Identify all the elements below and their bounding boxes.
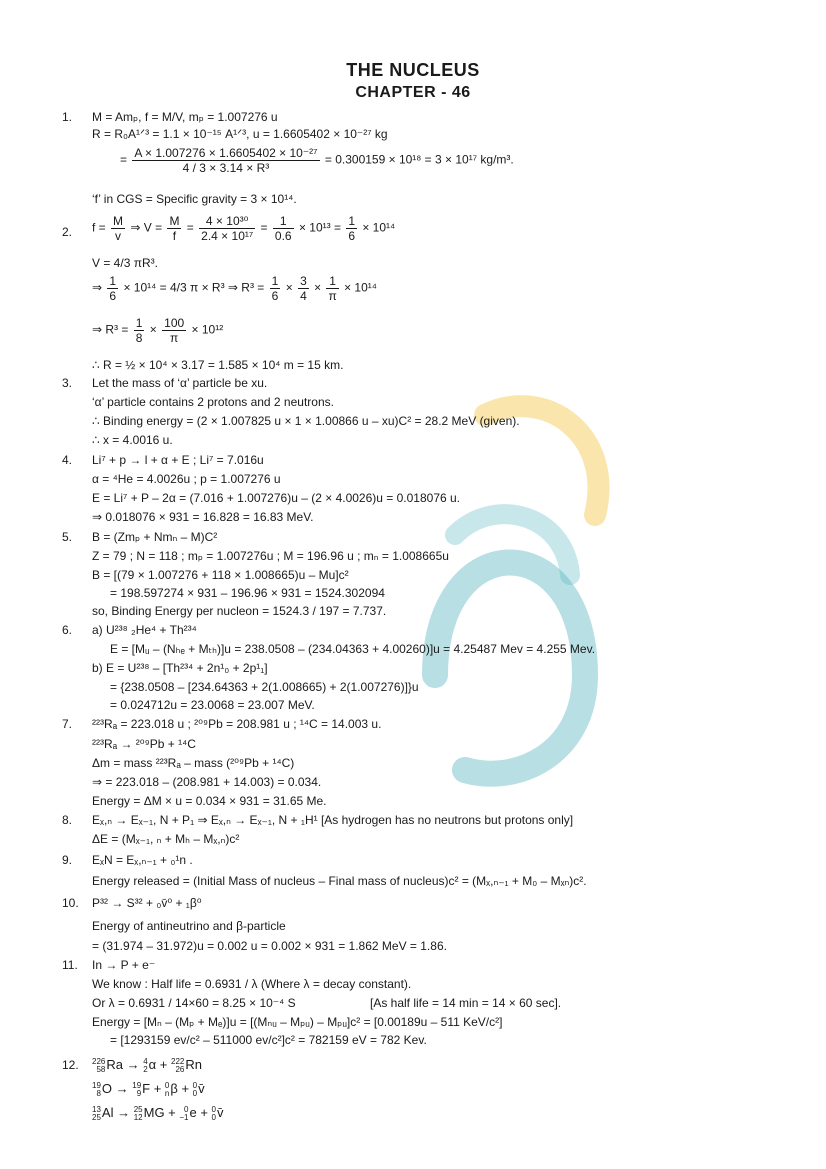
isotope-numbers [171, 1058, 184, 1074]
fraction-numerator: 1 [326, 274, 338, 289]
fraction-denominator: π [170, 331, 179, 345]
atomic-number: 8 [96, 1088, 101, 1098]
reaction-text: v̄ [198, 1081, 205, 1096]
isotope-numbers [92, 1106, 101, 1122]
text: × 10¹² [191, 322, 224, 337]
fraction [167, 214, 181, 243]
text: × [314, 280, 322, 295]
q11-line-2: We know : Half life = 0.6931 / λ (Where λ = decay constant). [92, 977, 412, 991]
fraction [134, 316, 145, 345]
q7-line-3: Δm = mass ²²³Rₐ – mass (²⁰⁹Pb + ¹⁴C) [92, 756, 295, 770]
fraction [132, 146, 319, 175]
fraction-numerator: 1 [273, 214, 294, 229]
q6-line-3: b) E = U²³⁸ – [Th²³⁴ + 2n¹₀ + 2p¹₁] [92, 661, 268, 675]
fraction-denominator: v [115, 229, 122, 243]
fraction-numerator: 100 [164, 316, 185, 330]
fraction-denominator: 4 [300, 289, 307, 303]
result-text: = 0.300159 × 10¹⁸ = 3 × 10¹⁷ kg/m³. [324, 152, 514, 167]
q3-line-1: Let the mass of ‘α’ particle be xu. [92, 376, 268, 390]
isotope-numbers [193, 1082, 197, 1098]
watermark-logo [395, 375, 625, 795]
reaction-text: e + [189, 1105, 212, 1120]
isotope-numbers [165, 1082, 169, 1098]
atomic-number: 0 [192, 1088, 198, 1098]
atomic-number: 26 [175, 1064, 185, 1074]
question-number: 2. [62, 225, 73, 239]
mass-number: 25 [133, 1104, 143, 1114]
q11-line-3a: Or λ = 0.6931 / 14×60 = 8.25 × 10⁻⁴ S [92, 996, 296, 1010]
fraction [298, 274, 309, 303]
fraction-denominator: 2.4 × 10¹⁷ [201, 229, 254, 243]
question-number: 11. [62, 958, 78, 972]
isotope-numbers [92, 1082, 101, 1098]
q3-line-2: ‘α’ particle contains 2 protons and 2 neutrons. [92, 395, 334, 409]
text: × 10¹⁴ [344, 280, 377, 295]
mass-number: 226 [92, 1056, 106, 1066]
atomic-number: 12 [133, 1112, 143, 1122]
fraction-denominator: 0.6 [274, 229, 292, 243]
text: × [285, 280, 293, 295]
text: × 10¹⁴ [362, 220, 396, 235]
chapter-heading: CHAPTER - 46 [355, 84, 471, 101]
fraction-numerator: 1 [348, 214, 355, 228]
q2-line-5: ∴ R = ½ × 10⁴ × 3.17 = 1.585 × 10⁴ m = 15 km. [92, 358, 344, 372]
reaction-text: β + [170, 1081, 193, 1096]
q5-line-1: B = (Zmₚ + Nmₙ – M)C² [92, 530, 218, 544]
fraction-denominator: 6 [271, 289, 279, 303]
q9-line-2: Energy released = (Initial Mass of nucleus – Final mass of nucleus)c² = (Mₓ,ₙ₋₁ + M₀ – Mₓₙ)c². [92, 874, 587, 888]
q11-line-1: In → P + e⁻ [92, 958, 156, 972]
mass-number: 4 [143, 1056, 148, 1066]
fraction-numerator: M [169, 214, 180, 228]
question-number: 6. [62, 623, 73, 637]
page-title: THE NUCLEUS [346, 60, 480, 80]
q10-line-2: Energy of antineutrino and β-particle [92, 919, 286, 933]
q4-line-4: ⇒ 0.018076 × 931 = 16.828 = 16.83 MeV. [92, 510, 314, 524]
question-number: 1. [62, 110, 73, 124]
q1-line-2: R = R₀A¹ᐟ³ = 1.1 × 10⁻¹⁵ A¹ᐟ³, u = 1.6605402 × 10⁻²⁷ kg [92, 127, 388, 141]
q4-line-3: E = Li⁷ + P – 2α = (7.016 + 1.007276)u – (2 × 4.0026)u = 0.018076 u. [92, 491, 461, 505]
q7-line-2: ²²³Rₐ → ²⁰⁹Pb + ¹⁴C [92, 737, 196, 751]
q12-reaction-1 [92, 1054, 202, 1076]
fraction [326, 274, 338, 303]
q6-line-2: E = [Mᵤ – (Nₕₑ + Mₜₕ)]u = 238.0508 – (234.04363 + 4.00260)]u = 4.25487 Mev = 4.255 Mev. [110, 642, 596, 656]
text: ⇒ V = [130, 220, 163, 235]
q4-line-1: Li⁷ + p → l + α + E ; Li⁷ = 7.016u [92, 453, 264, 467]
question-number: 4. [62, 453, 73, 467]
q9-line-1: EₓN = Eₓ,ₙ₋₁ + ₀¹n . [92, 853, 193, 867]
q12-reaction-2 [92, 1078, 205, 1100]
isotope-numbers [143, 1058, 147, 1074]
mass-number: 0 [192, 1080, 198, 1090]
q5-line-2: Z = 79 ; N = 118 ; mₚ = 1.007276u ; M = 196.96 u ; mₙ = 1.008665u [92, 549, 449, 563]
fraction-denominator: π [328, 289, 337, 303]
q6-line-4: = {238.0508 – [234.64363 + 2(1.008665) + 2(1.007276)]}u [110, 680, 419, 694]
reaction-text: Ra → [106, 1057, 144, 1072]
reaction-text: O → [101, 1081, 133, 1096]
text: = [186, 220, 194, 235]
q2-line-2: V = 4/3 πR³. [92, 256, 158, 270]
q10-line-1: P³² → S³² + ₀v̄⁰ + ₁β⁰ [92, 896, 202, 910]
q7-line-4: ⇒ = 223.018 – (208.981 + 14.003) = 0.034. [92, 775, 322, 789]
q3-line-3: ∴ Binding energy = (2 × 1.007825 u × 1 × 1.00866 u – xu)C² = 28.2 MeV (given). [92, 414, 520, 428]
fraction-numerator: 4 × 10³⁰ [199, 214, 255, 229]
reaction-text: v̄ [217, 1105, 224, 1120]
q1-line-1: M = Amₚ, f = M/V, mₚ = 1.007276 u [92, 110, 278, 124]
reaction-text: Rn [185, 1057, 202, 1072]
isotope-numbers [134, 1106, 143, 1122]
watermark-arc-teal [435, 563, 585, 774]
mass-number: 13 [92, 1104, 101, 1114]
fraction-denominator: f [172, 229, 177, 243]
fraction-numerator: M [113, 214, 124, 228]
fraction-denominator: 6 [109, 289, 117, 303]
fraction-denominator: 8 [135, 331, 143, 345]
q3-line-4: ∴ x = 4.0016 u. [92, 433, 173, 447]
text: = [260, 220, 268, 235]
q1-line-4: ‘f’ in CGS = Specific gravity = 3 × 10¹⁴. [92, 192, 297, 206]
fraction [346, 214, 357, 243]
q5-line-5: so, Binding Energy per nucleon = 1524.3 / 197 = 7.737. [92, 604, 387, 618]
fraction [270, 274, 281, 303]
q5-line-3: B = [(79 × 1.007276 + 118 × 1.008665)u – Mu]c² [92, 568, 349, 582]
atomic-number: 9 [136, 1088, 142, 1098]
question-number: 5. [62, 530, 73, 544]
text: f = [92, 220, 106, 235]
isotope-numbers [92, 1058, 105, 1074]
text: ⇒ [92, 280, 103, 295]
fraction-numerator: 1 [135, 316, 143, 330]
q7-line-1: ²²³Rₐ = 223.018 u ; ²⁰⁹Pb = 208.981 u ; ¹⁴C = 14.003 u. [92, 717, 382, 731]
q2-line-1 [92, 214, 395, 243]
q11-line-4: Energy = [Mₙ – (Mₚ + Mₑ)]u = [(Mₙᵤ – Mₚᵤ) – Mₚᵤ]c² = [0.00189u – 511 KeV/c²] [92, 1015, 503, 1029]
q7-line-5: Energy = ΔM × u = 0.034 × 931 = 31.65 Me. [92, 794, 327, 808]
q5-line-4: = 198.597274 × 931 – 196.96 × 931 = 1524.302094 [110, 586, 385, 600]
isotope-numbers [212, 1106, 216, 1122]
q12-reaction-3 [92, 1102, 224, 1124]
fraction-numerator: 1 [109, 274, 117, 288]
text: × 10¹⁴ = 4/3 π × R³ ⇒ R³ = [123, 280, 265, 295]
question-number: 7. [62, 717, 73, 731]
atomic-number: 25 [92, 1112, 101, 1122]
mass-number: 0 [164, 1080, 170, 1090]
q1-line-3 [120, 146, 514, 175]
q6-line-1: a) U²³⁸ ₂He⁴ + Th²³⁴ [92, 623, 197, 637]
question-number: 10. [62, 896, 79, 910]
fraction-numerator: 3 [300, 274, 307, 288]
q4-line-2: α = ⁴He = 4.0026u ; p = 1.007276 u [92, 472, 281, 486]
q11-line-5: = [1293159 ev/c² – 511000 ev/c²]c² = 782159 eV = 782 Kev. [110, 1033, 427, 1047]
fraction-denominator: 4 / 3 × 3.14 × R³ [182, 161, 270, 175]
question-number: 3. [62, 376, 73, 390]
question-number: 9. [62, 853, 73, 867]
fraction-denominator: 6 [348, 229, 355, 243]
mass-number: 0 [211, 1104, 216, 1114]
fraction-numerator: A × 1.007276 × 1.6605402 × 10⁻²⁷ [134, 146, 318, 160]
text: × [149, 322, 157, 337]
reaction-text: Al → [101, 1105, 134, 1120]
question-number: 12. [62, 1058, 79, 1072]
q8-line-2: ΔE = (Mₓ₋₁, ₙ + Mₕ – Mₓ,ₙ)c² [92, 832, 240, 846]
isotope-numbers [132, 1082, 141, 1098]
mass-number: 19 [92, 1080, 101, 1090]
mass-number: 222 [171, 1056, 185, 1066]
mass-number: 0 [184, 1104, 189, 1114]
q2-line-3 [92, 274, 377, 303]
atomic-number: −1 [179, 1112, 189, 1122]
q8-line-1: Eₓ,ₙ → Eₓ₋₁, N + P₁ ⇒ Eₓ,ₙ → Eₓ₋₁, N + ₁H¹ [As hydrogen has no neutrons but protons only] [92, 813, 574, 827]
fraction [273, 214, 294, 243]
reaction-text: MG + [143, 1105, 180, 1120]
atomic-number: 58 [96, 1064, 106, 1074]
isotope-numbers [179, 1106, 188, 1122]
equals-sign: = [120, 152, 128, 167]
fraction [199, 214, 255, 243]
fraction-numerator: 1 [271, 274, 279, 288]
reaction-text: α + [148, 1057, 171, 1072]
mass-number: 19 [132, 1080, 142, 1090]
atomic-number: n [164, 1088, 170, 1098]
atomic-number: 2 [143, 1064, 148, 1074]
fraction [162, 316, 186, 345]
text: × 10¹³ = [298, 220, 341, 235]
fraction [107, 274, 118, 303]
q2-line-4 [92, 316, 223, 345]
q11-line-3b: [As half life = 14 min = 14 × 60 sec]. [370, 996, 562, 1010]
question-number: 8. [62, 813, 73, 827]
reaction-text: F + [142, 1081, 165, 1096]
q6-line-5: = 0.024712u = 23.0068 = 23.007 MeV. [110, 698, 315, 712]
text: ⇒ R³ = [92, 322, 129, 337]
atomic-number: 0 [211, 1112, 216, 1122]
fraction [111, 214, 125, 243]
q10-line-3: = (31.974 – 31.972)u = 0.002 u = 0.002 × 931 = 1.862 MeV = 1.86. [92, 939, 447, 953]
